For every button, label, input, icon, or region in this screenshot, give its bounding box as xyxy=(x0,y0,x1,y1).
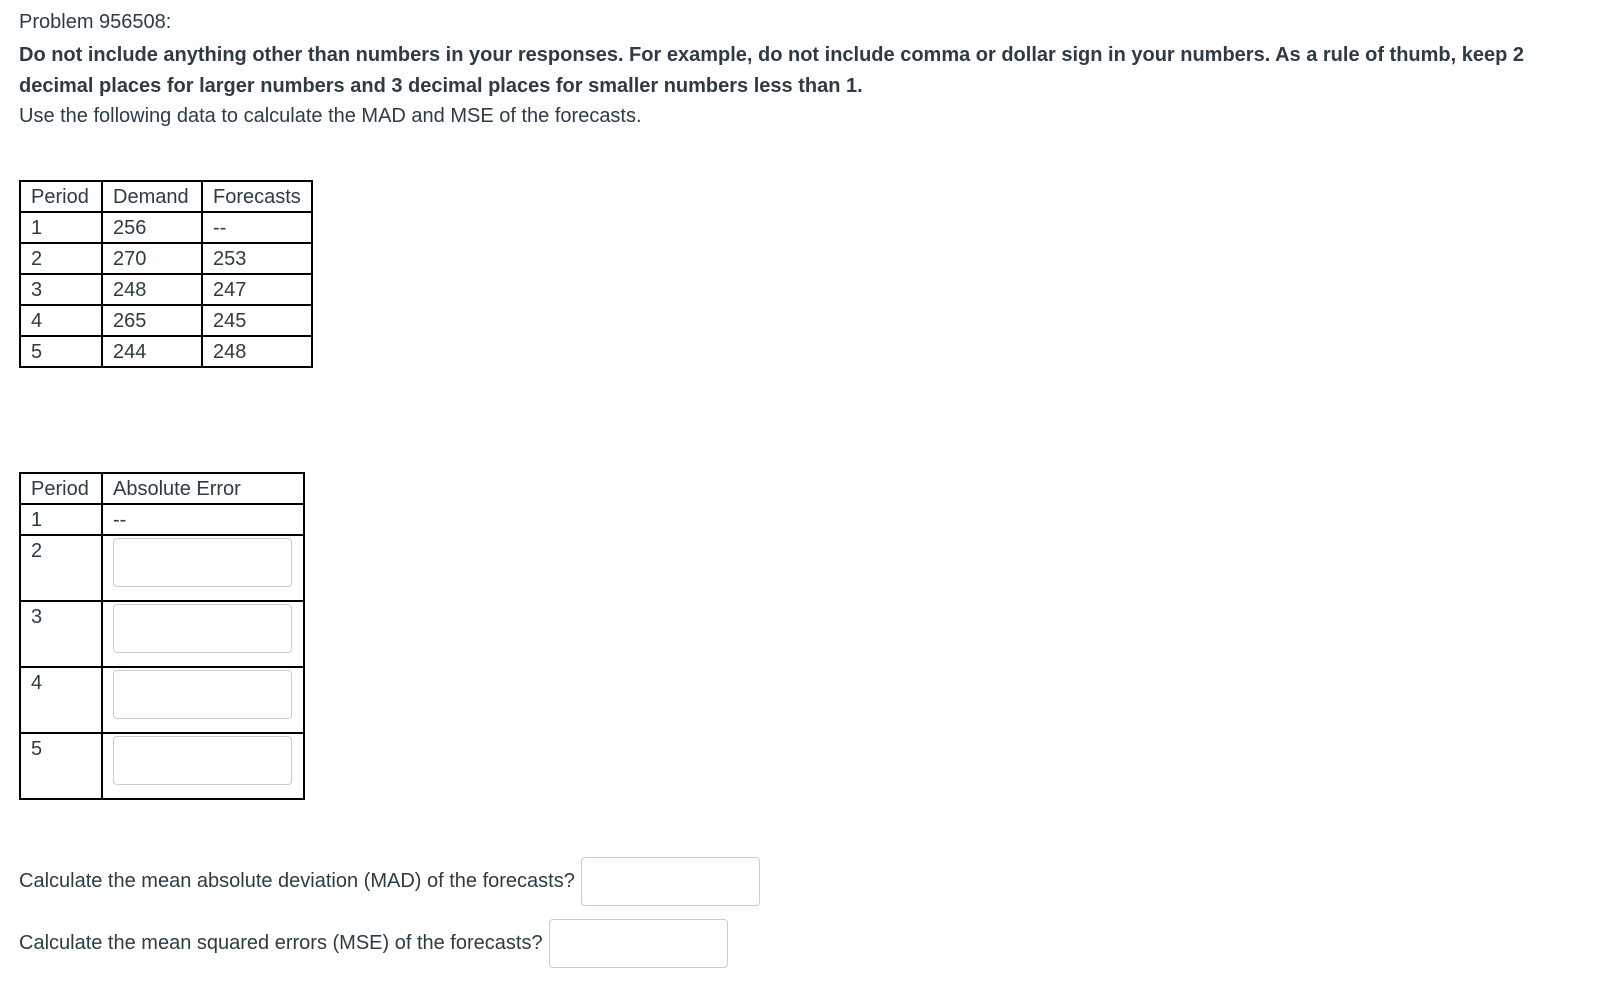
table-row xyxy=(20,305,312,336)
forecast-cell: 245 xyxy=(202,305,312,336)
header-demand: Demand xyxy=(102,181,202,212)
mad-question xyxy=(19,857,760,906)
period-cell: 5 xyxy=(20,733,102,799)
problem-instructions: Do not include anything other than numbers in your responses. For example, do not include comma or dollar sign in your numbers. As a rule of thumb, keep 2 decimal places for larger numbers and 3 decimal places for smaller numbers less than 1. xyxy=(19,44,1525,97)
period-cell: 1 xyxy=(20,504,102,535)
demand-cell: 244 xyxy=(102,336,202,367)
header-period: Period xyxy=(20,181,102,212)
mse-question xyxy=(19,919,728,968)
forecast-cell: 247 xyxy=(202,274,312,305)
mse-input[interactable] xyxy=(549,919,728,968)
forecast-cell: 248 xyxy=(202,336,312,367)
table-row xyxy=(20,733,304,799)
table-row xyxy=(20,336,312,367)
forecast-cell: -- xyxy=(202,212,312,243)
absolute-error-input-period-2[interactable] xyxy=(113,538,292,587)
absolute-error-input-period-3[interactable] xyxy=(113,604,292,653)
table-row xyxy=(20,212,312,243)
table-row xyxy=(20,535,304,601)
problem-title: Problem 956508: xyxy=(19,11,172,33)
header-period: Period xyxy=(20,473,102,504)
table-row xyxy=(20,667,304,733)
table-row xyxy=(20,274,312,305)
absolute-error-cell xyxy=(102,535,304,601)
demand-cell: 270 xyxy=(102,243,202,274)
table-row xyxy=(20,601,304,667)
forecast-cell: 253 xyxy=(202,243,312,274)
absolute-error-cell xyxy=(102,601,304,667)
demand-forecast-table xyxy=(19,180,313,368)
period-cell: 4 xyxy=(20,305,102,336)
period-cell: 2 xyxy=(20,535,102,601)
header-absolute-error: Absolute Error xyxy=(102,473,304,504)
header-forecasts: Forecasts xyxy=(202,181,312,212)
demand-cell: 248 xyxy=(102,274,202,305)
absolute-error-input-period-4[interactable] xyxy=(113,670,292,719)
mad-question-label: Calculate the mean absolute deviation (MAD) of the forecasts? xyxy=(19,870,575,892)
absolute-error-table xyxy=(19,472,305,800)
absolute-error-cell xyxy=(102,733,304,799)
absolute-error-cell xyxy=(102,667,304,733)
absolute-error-input-period-5[interactable] xyxy=(113,736,292,785)
period-cell: 4 xyxy=(20,667,102,733)
period-cell: 5 xyxy=(20,336,102,367)
table-row xyxy=(20,243,312,274)
problem-prompt: Use the following data to calculate the MAD and MSE of the forecasts. xyxy=(19,105,642,127)
demand-cell: 256 xyxy=(102,212,202,243)
period-cell: 3 xyxy=(20,601,102,667)
absolute-error-cell: -- xyxy=(102,504,304,535)
table-header-row xyxy=(20,473,304,504)
mse-question-label: Calculate the mean squared errors (MSE) of the forecasts? xyxy=(19,932,543,954)
table-header-row xyxy=(20,181,312,212)
period-cell: 3 xyxy=(20,274,102,305)
table-row xyxy=(20,504,304,535)
period-cell: 2 xyxy=(20,243,102,274)
period-cell: 1 xyxy=(20,212,102,243)
mad-input[interactable] xyxy=(581,857,760,906)
demand-cell: 265 xyxy=(102,305,202,336)
